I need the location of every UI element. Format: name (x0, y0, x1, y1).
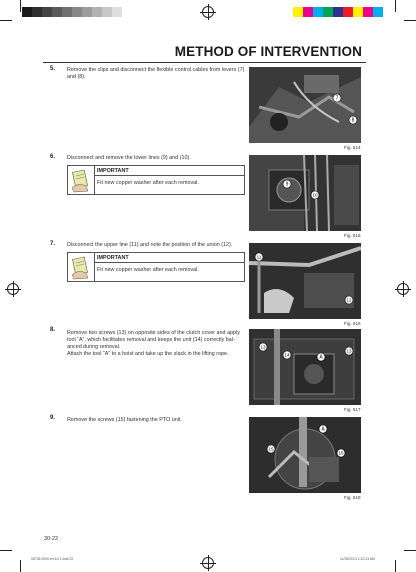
step-text (67, 242, 232, 249)
step-text (67, 330, 240, 358)
gray-swatch (32, 7, 42, 17)
important-note (67, 252, 245, 282)
gray-swatch (82, 7, 92, 17)
gray-swatch (52, 7, 62, 17)
color-swatch (303, 7, 313, 17)
important-body: Fit new copper washer after each removal. (97, 180, 199, 186)
important-title: IMPORTANT (94, 166, 244, 176)
hand-note-icon (68, 166, 95, 194)
figure-caption: Fig. 516 (344, 321, 361, 326)
color-swatch (383, 7, 393, 17)
step-number: 5. (50, 66, 56, 72)
registration-mark-top (202, 6, 214, 18)
figure-photo (249, 243, 361, 319)
callout-label: A (319, 354, 323, 361)
gray-swatch (62, 7, 72, 17)
step-text-line: Remove two screws (13) on opposite sides of the clutch cover and apply (67, 330, 240, 336)
callout-label: 10 (312, 192, 318, 198)
crop-mark (404, 550, 416, 551)
page-number: 30-22 (44, 536, 59, 542)
registration-mark-right (397, 283, 409, 295)
process-color-bar (293, 7, 403, 17)
registration-mark-left (7, 283, 19, 295)
figure-caption: Fig. 515 (344, 233, 361, 238)
tractor-part-photo (249, 329, 361, 405)
step-number: 7. (50, 241, 56, 247)
callout-label: 11 (256, 254, 262, 260)
title-rule (43, 62, 366, 63)
figure-photo (249, 155, 361, 231)
figure-photo (249, 329, 361, 405)
crop-mark (0, 20, 12, 21)
hand-note-icon (68, 253, 95, 281)
callout-label: 12 (346, 297, 352, 303)
callout-label: A (321, 426, 325, 433)
crop-mark (404, 20, 416, 21)
tractor-part-photo (249, 155, 361, 231)
callout-label: 14 (284, 352, 290, 358)
page-title: METHOD OF INTERVENTION (174, 44, 362, 59)
color-swatch (353, 7, 363, 17)
color-swatch (333, 7, 343, 17)
gray-swatch (112, 7, 122, 17)
color-swatch (343, 7, 353, 17)
tractor-part-photo (249, 243, 361, 319)
figure-caption: Fig. 517 (344, 407, 361, 412)
callout-label: 13 (260, 344, 266, 350)
tractor-part-photo (249, 417, 361, 493)
step-text-line: anced during removal. (67, 344, 121, 350)
step-text-line: Remove the screws (15) fastening the PTO unit. (67, 417, 182, 423)
gray-swatch (22, 7, 32, 17)
file-name: 06736.0000.en.6.01.indd 22 (31, 557, 74, 561)
crop-mark (20, 560, 21, 572)
crop-mark (20, 0, 21, 12)
color-swatch (293, 7, 303, 17)
figure-photo (249, 67, 361, 143)
color-swatch (323, 7, 333, 17)
gray-swatch (92, 7, 102, 17)
step-text-line: and (8). (67, 74, 86, 80)
gray-swatch (72, 7, 82, 17)
color-swatch (363, 7, 373, 17)
grayscale-color-bar (22, 7, 122, 17)
step-text (67, 67, 244, 81)
registration-mark-bottom (202, 557, 214, 569)
step-text-line: Remove the clips and disconnect the flexible control cables from levers (7) (67, 67, 245, 73)
step-text (67, 417, 182, 424)
step-number: 6. (50, 154, 56, 160)
crop-mark (395, 560, 396, 572)
figure-photo (249, 417, 361, 493)
callout-label: 15 (268, 446, 274, 452)
step-text-line: Attach the tool “A” to a hoist and take up the slack in the lifting rope. (67, 351, 229, 357)
callout-label: 7 (335, 95, 339, 102)
gray-swatch (102, 7, 112, 17)
callout-label: 9 (285, 181, 289, 188)
crop-mark (395, 0, 396, 12)
step-text-line: Disconnect and remove the lower lines (9) and (10). (67, 155, 191, 161)
callout-label: 8 (351, 117, 355, 124)
important-title: IMPORTANT (94, 253, 244, 263)
step-number: 9. (50, 415, 56, 421)
important-body: Fit new copper washer after each removal. (97, 267, 199, 273)
important-note (67, 165, 245, 195)
print-timestamp: 11/25/2013 1:22:23 AM (340, 557, 375, 561)
step-text-line: tool “A”, which facilitates removal and keeps the unit (14) correctly bal- (67, 337, 235, 343)
figure-caption: Fig. 518 (344, 495, 361, 500)
color-swatch (373, 7, 383, 17)
callout-label: 13 (346, 348, 352, 354)
step-text (67, 155, 191, 162)
figure-caption: Fig. 514 (344, 145, 361, 150)
gray-swatch (42, 7, 52, 17)
step-number: 8. (50, 327, 56, 333)
crop-mark (0, 550, 12, 551)
callout-label: 15 (338, 450, 344, 456)
step-text-line: Disconnect the upper line (11) and note the position of the union (12). (67, 242, 233, 248)
tractor-part-photo (249, 67, 361, 143)
color-swatch (313, 7, 323, 17)
